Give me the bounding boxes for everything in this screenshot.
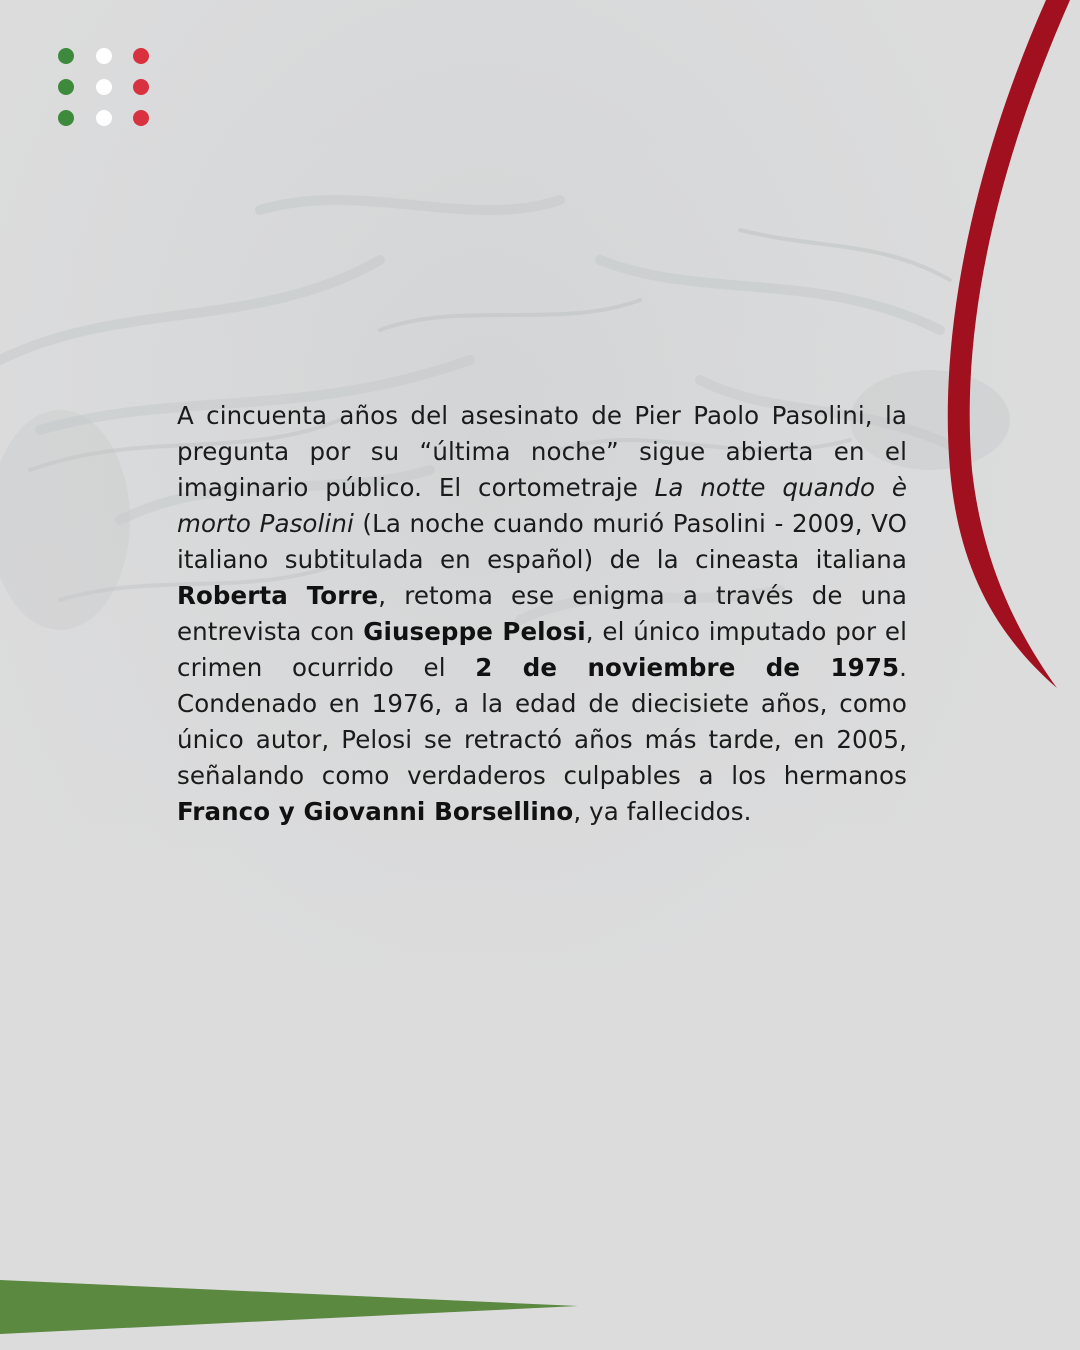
green-dot <box>58 110 74 126</box>
white-dot <box>96 48 112 64</box>
red-dot <box>133 79 149 95</box>
article-text: . Condenado en 1976, a la edad de diecisiete años, como único autor, Pelosi se retractó años más tarde, en 2005, señalando como verdaderos culpables a los hermanos <box>177 653 947 790</box>
article-text: , retoma ese enigma a través de una entrevista con <box>177 581 907 646</box>
article-text: (La noche cuando murió Pasolini - 2009, VO italiano subtitulada en español) de la cineasta italiana <box>177 509 907 574</box>
white-dot <box>96 79 112 95</box>
white-dot <box>96 110 112 126</box>
director-name: Roberta Torre <box>177 581 379 610</box>
green-dot <box>58 79 74 95</box>
red-dot <box>133 110 149 126</box>
article-paragraph <box>177 398 947 830</box>
italian-flag-dot-grid-icon <box>58 48 150 128</box>
article-text: , ya fallecidos. <box>573 797 752 826</box>
culprit-names: Franco y Giovanni Borsellino <box>177 797 574 826</box>
interviewee-name: Giuseppe Pelosi <box>363 617 586 646</box>
green-dot <box>58 48 74 64</box>
red-dot <box>133 48 149 64</box>
film-title: La notte quando è morto Pasolini <box>177 473 908 538</box>
article-text: A cincuenta años del asesinato de Pier Paolo Pasolini, la pregunta por su “última noche” sigue abierta en el imaginario público. El cortometraje <box>177 401 907 502</box>
crime-date: 2 de noviembre de 1975 <box>475 653 900 682</box>
article-text: , el único imputado por el crimen ocurrido el <box>177 617 908 682</box>
